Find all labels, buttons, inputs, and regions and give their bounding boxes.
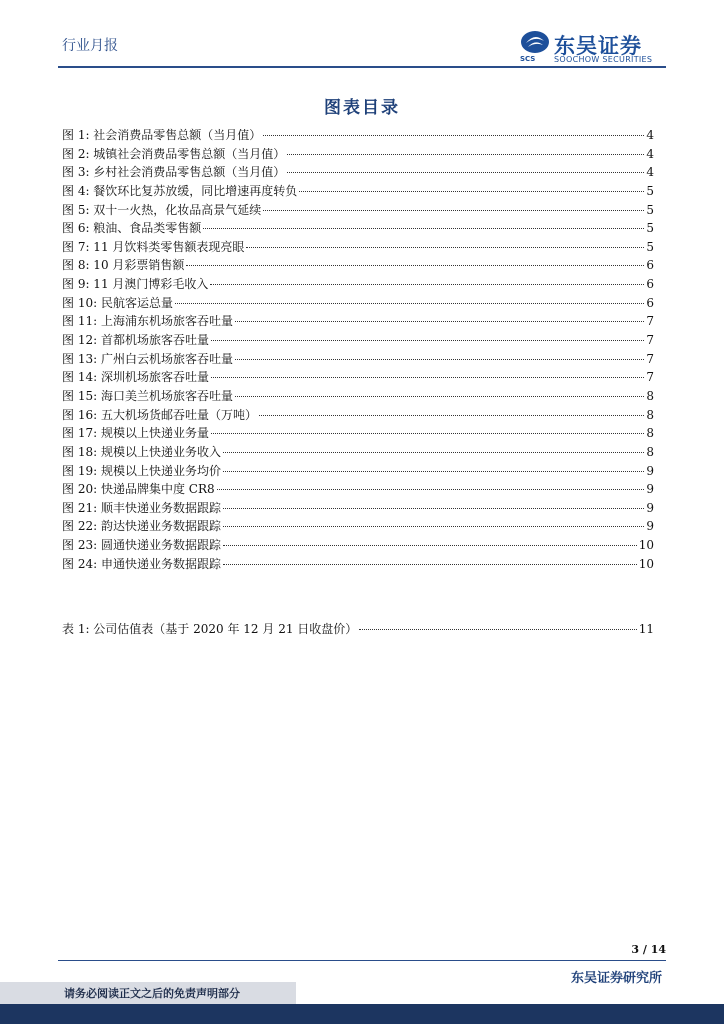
toc-entry-label: 图 18: 规模以上快递业务收入 xyxy=(62,444,221,459)
toc-entry-leader xyxy=(223,564,637,565)
toc-entry-label: 图 4: 餐饮环比复苏放缓，同比增速再度转负 xyxy=(62,183,298,198)
toc-entry[interactable] xyxy=(62,424,654,443)
toc-entry[interactable] xyxy=(62,555,654,574)
header-divider xyxy=(58,66,666,68)
toc-entry-label: 图 16: 五大机场货邮吞吐量（万吨） xyxy=(62,407,257,422)
toc-entry-page: 7 xyxy=(646,370,654,385)
toc-entry-leader xyxy=(217,489,645,490)
bottom-band xyxy=(0,1004,724,1024)
toc-entry[interactable] xyxy=(62,536,654,555)
toc-entry-label: 图 10: 民航客运总量 xyxy=(62,295,173,310)
toc-entry[interactable] xyxy=(62,480,654,499)
toc-entry[interactable] xyxy=(62,275,654,294)
toc-entry-page: 10 xyxy=(638,538,654,553)
toc-entry-leader xyxy=(210,284,644,285)
toc-title: 图表目录 xyxy=(324,98,400,118)
toc-entry[interactable] xyxy=(62,256,654,275)
toc-entry[interactable] xyxy=(62,238,654,257)
logo-abbr: SCS xyxy=(520,55,536,63)
toc-entry-label: 图 24: 申通快递业务数据跟踪 xyxy=(62,556,221,571)
toc-entry[interactable] xyxy=(62,145,654,164)
toc-entry-leader xyxy=(223,471,644,472)
toc-entry-page: 4 xyxy=(646,128,654,142)
toc-entry-page: 8 xyxy=(646,444,654,459)
toc-entry-label: 图 22: 韵达快递业务数据跟踪 xyxy=(62,519,221,534)
toc-entry-leader xyxy=(259,415,644,416)
toc-entry-label: 图 3: 乡村社会消费品零售总额（当月值） xyxy=(62,165,286,180)
toc-entry-leader xyxy=(287,172,644,173)
institute-name: 东吴证券研究所 xyxy=(570,971,662,986)
toc-entry-label: 图 23: 圆通快递业务数据跟踪 xyxy=(62,538,221,553)
toc-entry-label: 图 2: 城镇社会消费品零售总额（当月值） xyxy=(62,146,286,161)
toc-entry-page: 5 xyxy=(646,202,654,217)
toc-entry[interactable] xyxy=(62,163,654,182)
toc-entry-leader xyxy=(211,340,644,341)
toc-entry-label: 图 19: 规模以上快递业务均价 xyxy=(62,463,221,478)
toc-entry[interactable] xyxy=(62,219,654,238)
toc-entry-leader xyxy=(299,191,644,192)
logo-name-cn: 东吴证券 xyxy=(554,34,642,58)
toc-entry-leader xyxy=(235,396,644,397)
toc-entry-label: 图 12: 首都机场旅客吞吐量 xyxy=(62,333,209,348)
toc-entry-label: 图 9: 11 月澳门博彩毛收入 xyxy=(62,277,209,292)
toc-entry-label: 图 21: 顺丰快递业务数据跟踪 xyxy=(62,500,221,515)
toc-entry[interactable] xyxy=(62,406,654,425)
toc-entry[interactable] xyxy=(62,350,654,369)
toc-entry-leader xyxy=(186,265,644,266)
toc-entry-page: 7 xyxy=(646,333,654,348)
toc-entry-label: 图 14: 深圳机场旅客吞吐量 xyxy=(62,370,209,385)
toc-entry-page: 6 xyxy=(646,295,654,310)
toc-entry[interactable] xyxy=(62,387,654,406)
toc-entry-page: 5 xyxy=(646,221,654,236)
toc-entry-page: 8 xyxy=(646,407,654,422)
footer-divider xyxy=(58,960,666,961)
toc-entry-leader xyxy=(287,154,644,155)
toc-entry-leader xyxy=(203,228,644,229)
toc-entry[interactable] xyxy=(62,294,654,313)
toc-entry[interactable] xyxy=(62,517,654,536)
toc-entry[interactable] xyxy=(62,499,654,518)
toc-entry-label: 图 8: 10 月彩票销售额 xyxy=(62,258,185,273)
toc-entry[interactable] xyxy=(62,443,654,462)
toc-entry-page: 6 xyxy=(646,277,654,292)
toc-entry[interactable] xyxy=(62,462,654,481)
toc-entry-page: 6 xyxy=(646,258,654,273)
toc-entry-page: 9 xyxy=(646,500,654,515)
toc-entry-leader xyxy=(175,303,644,304)
toc-entry-leader xyxy=(223,526,644,527)
report-category: 行业月报 xyxy=(62,38,118,54)
table-list xyxy=(62,620,654,639)
toc-entry-label: 表 1: 公司估值表（基于 2020 年 12 月 21 日收盘价） xyxy=(62,622,358,636)
toc-entry-label: 图 20: 快递品牌集中度 CR8 xyxy=(62,482,215,497)
toc-entry-leader xyxy=(211,377,644,378)
figure-list xyxy=(62,126,654,573)
toc-entry-label: 图 7: 11 月饮料类零售额表现亮眼 xyxy=(62,239,245,254)
toc-entry-page: 9 xyxy=(646,463,654,478)
toc-entry[interactable] xyxy=(62,182,654,201)
toc-entry-page: 7 xyxy=(646,351,654,366)
toc-entry-label: 图 6: 粮油、食品类零售额 xyxy=(62,221,202,236)
toc-entry-leader xyxy=(223,508,644,509)
toc-entry-page: 7 xyxy=(646,314,654,329)
toc-entry[interactable] xyxy=(62,201,654,220)
toc-entry-page: 9 xyxy=(646,519,654,534)
toc-entry-page: 5 xyxy=(646,183,654,198)
toc-entry-page: 10 xyxy=(638,556,654,571)
toc-entry-label: 图 11: 上海浦东机场旅客吞吐量 xyxy=(62,314,233,329)
toc-entry-leader xyxy=(223,452,644,453)
toc-entry-page: 5 xyxy=(646,239,654,254)
toc-entry-leader xyxy=(223,545,637,546)
page-number: 3 / 14 xyxy=(631,943,666,956)
toc-entry-leader xyxy=(235,359,644,360)
toc-entry-label: 图 1: 社会消费品零售总额（当月值） xyxy=(62,128,262,142)
toc-entry-leader xyxy=(211,433,644,434)
toc-entry[interactable] xyxy=(62,368,654,387)
logo-mark-icon xyxy=(520,30,550,54)
toc-entry-page: 8 xyxy=(646,388,654,403)
toc-entry-leader xyxy=(359,629,636,630)
toc-entry-leader xyxy=(263,135,644,136)
toc-entry-page: 8 xyxy=(646,426,654,441)
company-logo xyxy=(520,30,670,64)
toc-entry-label: 图 17: 规模以上快递业务量 xyxy=(62,426,209,441)
toc-entry-label: 图 5: 双十一火热，化妆品高景气延续 xyxy=(62,202,262,217)
logo-name-en: SOOCHOW SECURITIES xyxy=(554,55,653,64)
toc-entry-label: 图 15: 海口美兰机场旅客吞吐量 xyxy=(62,388,233,403)
toc-entry-leader xyxy=(263,210,644,211)
toc-entry-page: 11 xyxy=(638,622,654,636)
toc-entry-page: 9 xyxy=(646,482,654,497)
toc-entry[interactable] xyxy=(62,126,654,145)
toc-entry-page: 4 xyxy=(646,165,654,180)
toc-entry-leader xyxy=(246,247,644,248)
toc-entry[interactable] xyxy=(62,620,654,639)
disclaimer-bar xyxy=(0,982,296,1004)
toc-entry-page: 4 xyxy=(646,146,654,161)
toc-entry[interactable] xyxy=(62,312,654,331)
toc-entry-label: 图 13: 广州白云机场旅客吞吐量 xyxy=(62,351,233,366)
disclaimer-text: 请务必阅读正文之后的免责声明部分 xyxy=(64,987,240,1000)
toc-entry-leader xyxy=(235,321,644,322)
toc-entry[interactable] xyxy=(62,331,654,350)
